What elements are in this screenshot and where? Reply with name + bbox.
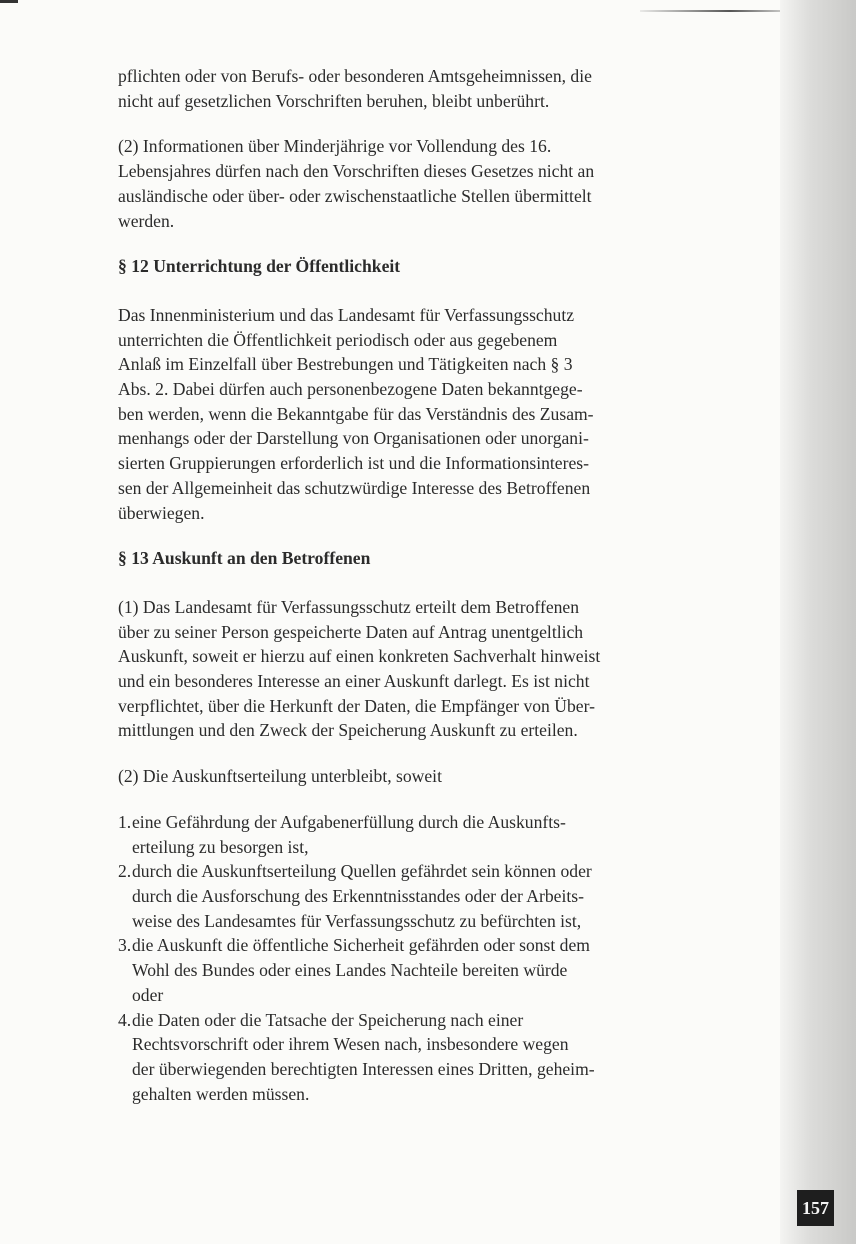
scan-edge-line [640,10,790,12]
list-item [118,933,638,1007]
text-line: ausländische oder über- oder zwischenstaatliche Stellen übermittelt [118,185,592,206]
text-line: (1) Das Landesamt für Verfassungsschutz erteilt dem Betroffenen [118,596,580,617]
text-line: Wohl des Bundes oder eines Landes Nachteile bereiten würde [132,960,568,981]
text-line: (2) Die Auskunftserteilung unterbleibt, soweit [118,766,442,787]
section-heading [118,254,638,279]
text-line: verpflichtet, über die Herkunft der Daten, die Empfänger von Über- [118,695,595,716]
text-line: sen der Allgemeinheit das schutzwürdige Interesse des Betroffenen [118,477,591,498]
list-item-number: 4. [118,1009,132,1030]
text-line: über zu seiner Person gespeicherte Daten auf Antrag unentgeltlich [118,621,584,642]
page-number: 157 [797,1190,834,1226]
text-line: ben werden, wenn die Bekanntgabe für das Verständnis des Zusam- [118,403,594,424]
page-body [118,64,638,1106]
page-gutter-shadow [780,0,856,1244]
text-line: mittlungen und den Zweck der Speicherung Auskunft zu erteilen. [118,720,578,741]
text-line: eine Gefährdung der Aufgabenerfüllung durch die Auskunfts- [132,811,566,832]
text-line: menhangs oder der Darstellung von Organisationen oder unorgani- [118,428,589,449]
list-item [118,1008,638,1107]
list-item-number: 2. [118,861,132,882]
text-line: überwiegen. [118,502,205,523]
list-item [118,859,638,933]
text-line: werden. [118,210,175,231]
text-line: Das Innenministerium und das Landesamt für Verfassungsschutz [118,304,575,325]
list-item-number: 1. [118,811,132,832]
text-line: § 13 Auskunft an den Betroffenen [118,548,371,569]
paragraph [118,134,638,233]
list-item-number: 3. [118,935,132,956]
text-line: (2) Informationen über Minderjährige vor Vollendung des 16. [118,136,552,157]
text-line: durch die Auskunftserteilung Quellen gefährdet sein können oder [132,861,592,882]
corner-mark [0,0,18,3]
text-line: die Auskunft die öffentliche Sicherheit gefährden oder sonst dem [132,935,590,956]
text-line: Auskunft, soweit er hierzu auf einen konkreten Sachverhalt hinweist [118,646,601,667]
section-heading [118,546,638,571]
paragraph [118,595,638,743]
paragraph [118,764,638,789]
text-line: Anlaß im Einzelfall über Bestrebungen und Tätigkeiten nach § 3 [118,354,573,375]
text-line: Rechtsvorschrift oder ihrem Wesen nach, insbesondere wegen [132,1034,569,1055]
text-line: unterrichten die Öffentlichkeit periodisch oder aus gegebenem [118,329,558,350]
list-item-text [132,859,638,933]
text-line: Lebensjahres dürfen nach den Vorschriften dieses Gesetzes nicht an [118,161,595,182]
text-line: § 12 Unterrichtung der Öffentlichkeit [118,256,401,277]
text-line: und ein besonderes Interesse an einer Auskunft darlegt. Es ist nicht [118,671,590,692]
numbered-list [118,810,638,1106]
list-item [118,810,638,859]
paragraph [118,303,638,525]
text-line: Abs. 2. Dabei dürfen auch personenbezogene Daten bekanntgege- [118,379,583,400]
text-line: weise des Landesamtes für Verfassungsschutz zu befürchten ist, [132,910,582,931]
text-line: pflichten oder von Berufs- oder besonderen Amtsgeheimnissen, die [118,66,592,86]
text-line: der überwiegenden berechtigten Interessen eines Dritten, geheim- [132,1058,595,1079]
list-item-text [132,933,638,1007]
paragraph [118,64,638,113]
text-line: sierten Gruppierungen erforderlich ist und die Informationsinteres- [118,453,589,474]
text-line: gehalten werden müssen. [132,1083,310,1104]
text-line: erteilung zu besorgen ist, [132,836,309,857]
text-line: oder [132,984,164,1005]
text-line: die Daten oder die Tatsache der Speicherung nach einer [132,1009,524,1030]
text-line: nicht auf gesetzlichen Vorschriften beruhen, bleibt unberührt. [118,90,550,111]
list-item-text [132,1008,638,1107]
text-line: durch die Ausforschung des Erkenntnisstandes oder der Arbeits- [132,885,584,906]
list-item-text [132,810,638,859]
